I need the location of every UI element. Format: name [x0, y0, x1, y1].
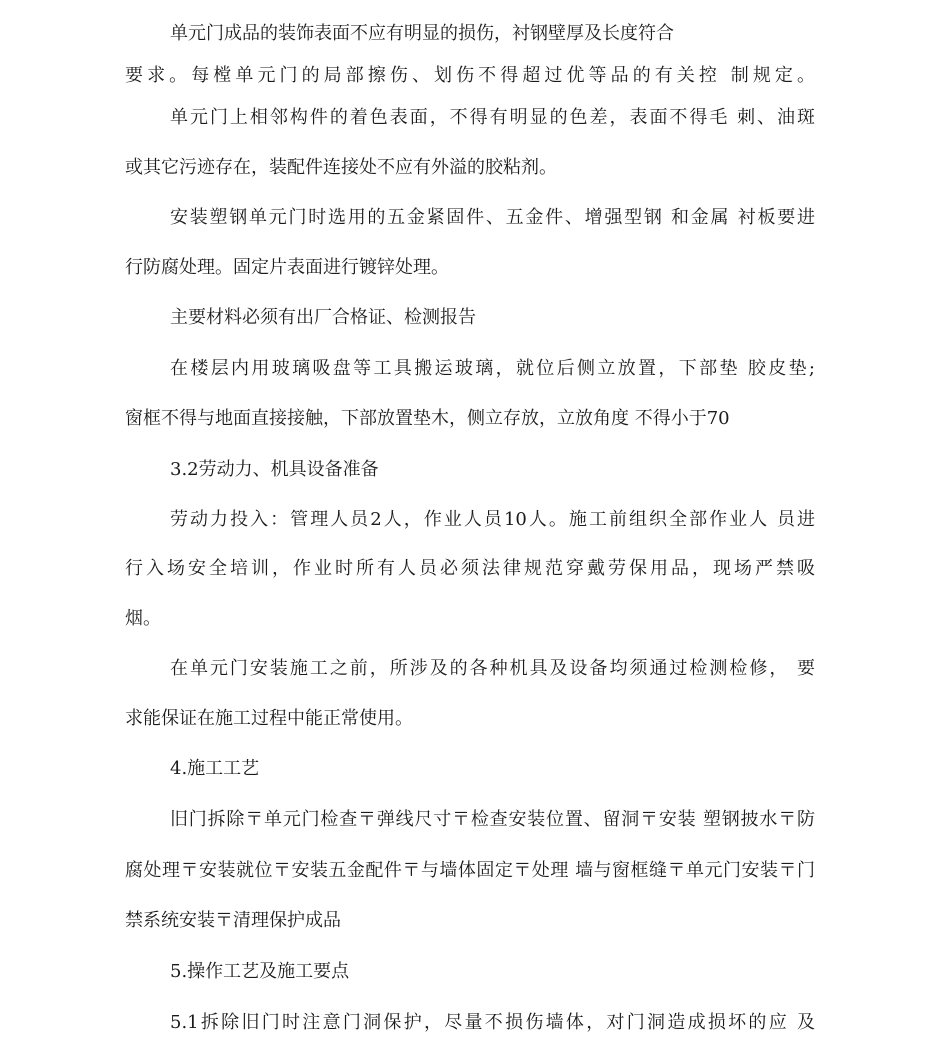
paragraph-line-13: 烟。 [125, 608, 161, 629]
paragraph-line-15: 求能保证在施工过程中能正常使用。 [125, 708, 413, 729]
paragraph-line-6: 行防腐处理。固定片表面进行镀锌处理。 [125, 257, 449, 278]
paragraph-line-12: 行入场安全培训，作业时所有人员必须法律规范穿戴劳保用品，现场严禁吸 [125, 558, 815, 579]
paragraph-line-1: 单元门成品的装饰表面不应有明显的损伤，衬钢壁厚及长度符合 [170, 23, 674, 44]
section-heading-5: 5.操作工艺及施工要点 [170, 961, 350, 982]
paragraph-line-21: 5.1拆除旧门时注意门洞保护，尽量不损伤墙体，对门洞造成损坏的应 及 [170, 1012, 815, 1033]
paragraph-line-14: 在单元门安装施工之前，所涉及的各种机具及设备均须通过检测检修， 要 [170, 658, 815, 679]
paragraph-line-8: 在楼层内用玻璃吸盘等工具搬运玻璃，就位后侧立放置，下部垫 胶皮垫; [170, 358, 815, 379]
paragraph-line-18: 腐处理〒安装就位〒安装五金配件〒与墙体固定〒处理 墙与窗框缝〒单元门安装〒门 [125, 860, 815, 881]
paragraph-line-4: 或其它污迹存在，装配件连接处不应有外溢的胶粘剂。 [125, 157, 557, 178]
section-heading-4: 4.施工工艺 [170, 758, 260, 779]
paragraph-line-2: 要求。每樘单元门的局部擦伤、划伤不得超过优等品的有关控 制规定。 [125, 65, 815, 86]
paragraph-line-3: 单元门上相邻构件的着色表面，不得有明显的色差，表面不得毛 刺、油斑 [170, 107, 815, 128]
paragraph-line-11: 劳动力投入：管理人员2人，作业人员10人。施工前组织全部作业人 员进 [170, 509, 815, 530]
paragraph-line-9: 窗框不得与地面直接接触，下部放置垫木，侧立存放，立放角度 不得小于70 [125, 408, 730, 429]
section-heading-3-2: 3.2劳动力、机具设备准备 [170, 459, 379, 480]
paragraph-line-19: 禁系统安装〒清理保护成品 [125, 910, 341, 931]
paragraph-line-17: 旧门拆除〒单元门检查〒弹线尺寸〒检查安装位置、留洞〒安装 塑钢披水〒防 [170, 809, 815, 830]
paragraph-line-7: 主要材料必须有出厂合格证、检测报告 [170, 307, 476, 328]
paragraph-line-5: 安装塑钢单元门时选用的五金紧固件、五金件、增强型钢 和金属 衬板要进 [170, 207, 815, 228]
